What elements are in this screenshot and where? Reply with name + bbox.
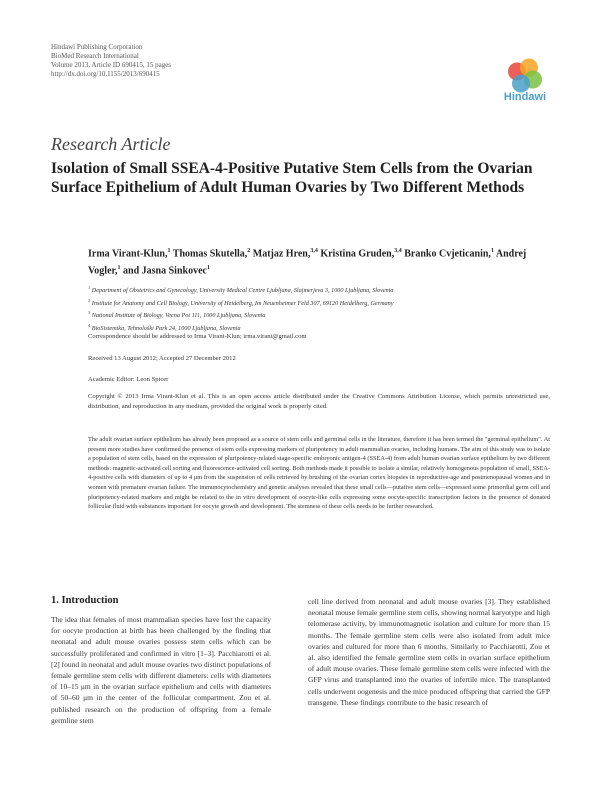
- logo-text: Hindawi: [503, 91, 547, 103]
- paragraph: cell line derived from neonatal and adult mouse ovaries [3]. They established neonatal mouse female germline stem cells, showing normal karyotype and high telomerase activity, by immunomagnetic isolation and culture for more than 15 months. The female germline stem cells were also isolated from adult mice ovaries and cultured for more than 6 months. Similarly to Pacchiarotti, Zou et al. also identified the female germline stem cells in ovarian surface epithelium of adult mouse ovaries. These female germline stem cells were infected with the GFP virus and transplanted into the ovaries of infertile mice. The transplanted cells underwent oogenesis and the mice produced offspring that carried the GFP transgene. These findings contribute to the basic research of: [308, 597, 550, 707]
- affiliation-marker: 2: [247, 248, 251, 254]
- journal-name: BioMed Research International: [51, 52, 139, 60]
- body-column-left: [51, 614, 271, 726]
- author-name: Kristina Gruden,: [320, 248, 395, 260]
- dates: Received 13 August 2012; Accepted 27 December 2012: [88, 355, 236, 362]
- author-name: Branko Cvjeticanin,: [404, 248, 491, 260]
- journal-info: [51, 43, 171, 79]
- author-name: Thomas Skutella,: [172, 248, 248, 260]
- correspondence: Correspondence should be addressed to Irma Virant-Klun; irma.virant@gmail.com: [88, 333, 307, 340]
- affiliation-number: 2: [88, 297, 91, 303]
- affiliation-number: 4: [88, 322, 91, 328]
- paper-title: Isolation of Small SSEA-4-Positive Putative Stem Cells from the Ovarian Surface Epithelium of Adult Human Ovaries by Two Different Methods: [51, 160, 533, 196]
- affiliation-marker: 1: [206, 265, 210, 272]
- article-type: Research Article: [51, 134, 171, 154]
- affiliation-list: [88, 283, 548, 334]
- affiliation-marker: 3,4: [310, 248, 318, 254]
- journal-doi[interactable]: http://dx.doi.org/10.1155/2013/690415: [51, 70, 160, 78]
- author-name: Irma Virant-Klun,: [88, 248, 168, 260]
- author-name: Matjaz Hren,: [252, 248, 311, 260]
- author-list: [88, 244, 548, 279]
- author-name: Andrej Vogler,: [88, 248, 527, 277]
- journal-publisher: Hindawi Publishing Corporation: [51, 43, 143, 51]
- affiliation-marker: 1: [167, 248, 171, 254]
- affiliation-marker: 1: [490, 248, 494, 254]
- copyright-notice: Copyright © 2013 Irma Virant-Klun et al. This is an open access article distributed under the Creative Commons Attribution License, which permits unrestricted use, distribution, and reproduction in any medium, provided the original work is properly cited.: [88, 393, 550, 410]
- section-title: 1. Introduction: [51, 595, 119, 606]
- paragraph: The idea that females of most mammalian species have lost the capacity for oocyte production at birth has been challenged by the finding that neonatal and adult mouse ovaries possess stem cells which can be successfully proliferated and confirmed in vitro [1–3]. Pacchiarotti et al. [2] found in neonatal and adult mouse ovaries two distinct populations of female germline stem cells with different diameters: cells with diameters of 10–15 μm in the ovarian surface epithelium and cells with diameters of 50–60 μm in the center of the follicular compartment. Zou et al. published research on the production of offspring from a female germline stem: [51, 615, 271, 725]
- body-column-right: [308, 596, 550, 708]
- affiliation: $^4$ BioSistemika, Tehnološki Park 24, 1000 Ljubljana, Slovenia: [88, 322, 241, 333]
- affiliation-number: 3: [88, 310, 91, 316]
- affiliation: $^3$ National Institute of Biology, Vecna Pot 111, 1000 Ljubljana, Slovenia: [88, 310, 266, 320]
- author-name: and Jasna Sinkovec: [123, 265, 207, 277]
- affiliation: $^1$ Department of Obstetrics and Gynecology, University Medical Centre Ljubljana, Slajmerjeva 3, 1000 Ljubljana, Slovenia: [88, 285, 394, 295]
- affiliation-marker: 3,4: [394, 248, 402, 254]
- affiliation-marker: 1: [117, 265, 121, 272]
- abstract: The adult ovarian surface epithelium has already been proposed as a source of stem cells and germinal cells in the literature, therefore it has been termed the "germinal epithelium". At present more studies have confirmed the presence of stem cells expressing markers of pluripotency in adult mammalian ovaries, including humans. The aim of this study was to isolate a population of stem cells, based on the expression of pluripotency-related stage-specific embryonic antigen-4 (SSEA-4) from adult human ovarian surface epithelium by two different methods: magnetic-activated cell sorting and fluorescence-activated cell sorting. Both methods made it possible to isolate a similar, relatively homogenous population of small, SSEA-4-positive cells with diameters of up to 4 μm from the suspension of cells retrieved by brushing of the ovarian cortex biopsies in reproductive-age and postmenopausal women and in women with premature ovarian failure. The immunocytochemistry and genetic analyses revealed that these small cells—putative stem cells—expressed some primordial germ cell and pluripotency-related markers and might be related to the in vitro development of oocyte-like cells expressing some oocyte-specific transcription factors in the presence of donated follicular fluid with substances important for oocyte growth and development. The stemness of these cells needs to be further researched.: [88, 436, 550, 511]
- academic-editor: Academic Editor: Leon Spicer: [88, 376, 169, 383]
- affiliation-number: 1: [88, 285, 91, 290]
- journal-volume: Volume 2013, Article ID 690415, 15 pages: [51, 61, 172, 69]
- affiliation: $^2$ Institute for Anatomy and Cell Biology, University of Heidelberg, Im Neuenheimer Feld 307, 69120 Heidelberg, Germany: [88, 297, 394, 307]
